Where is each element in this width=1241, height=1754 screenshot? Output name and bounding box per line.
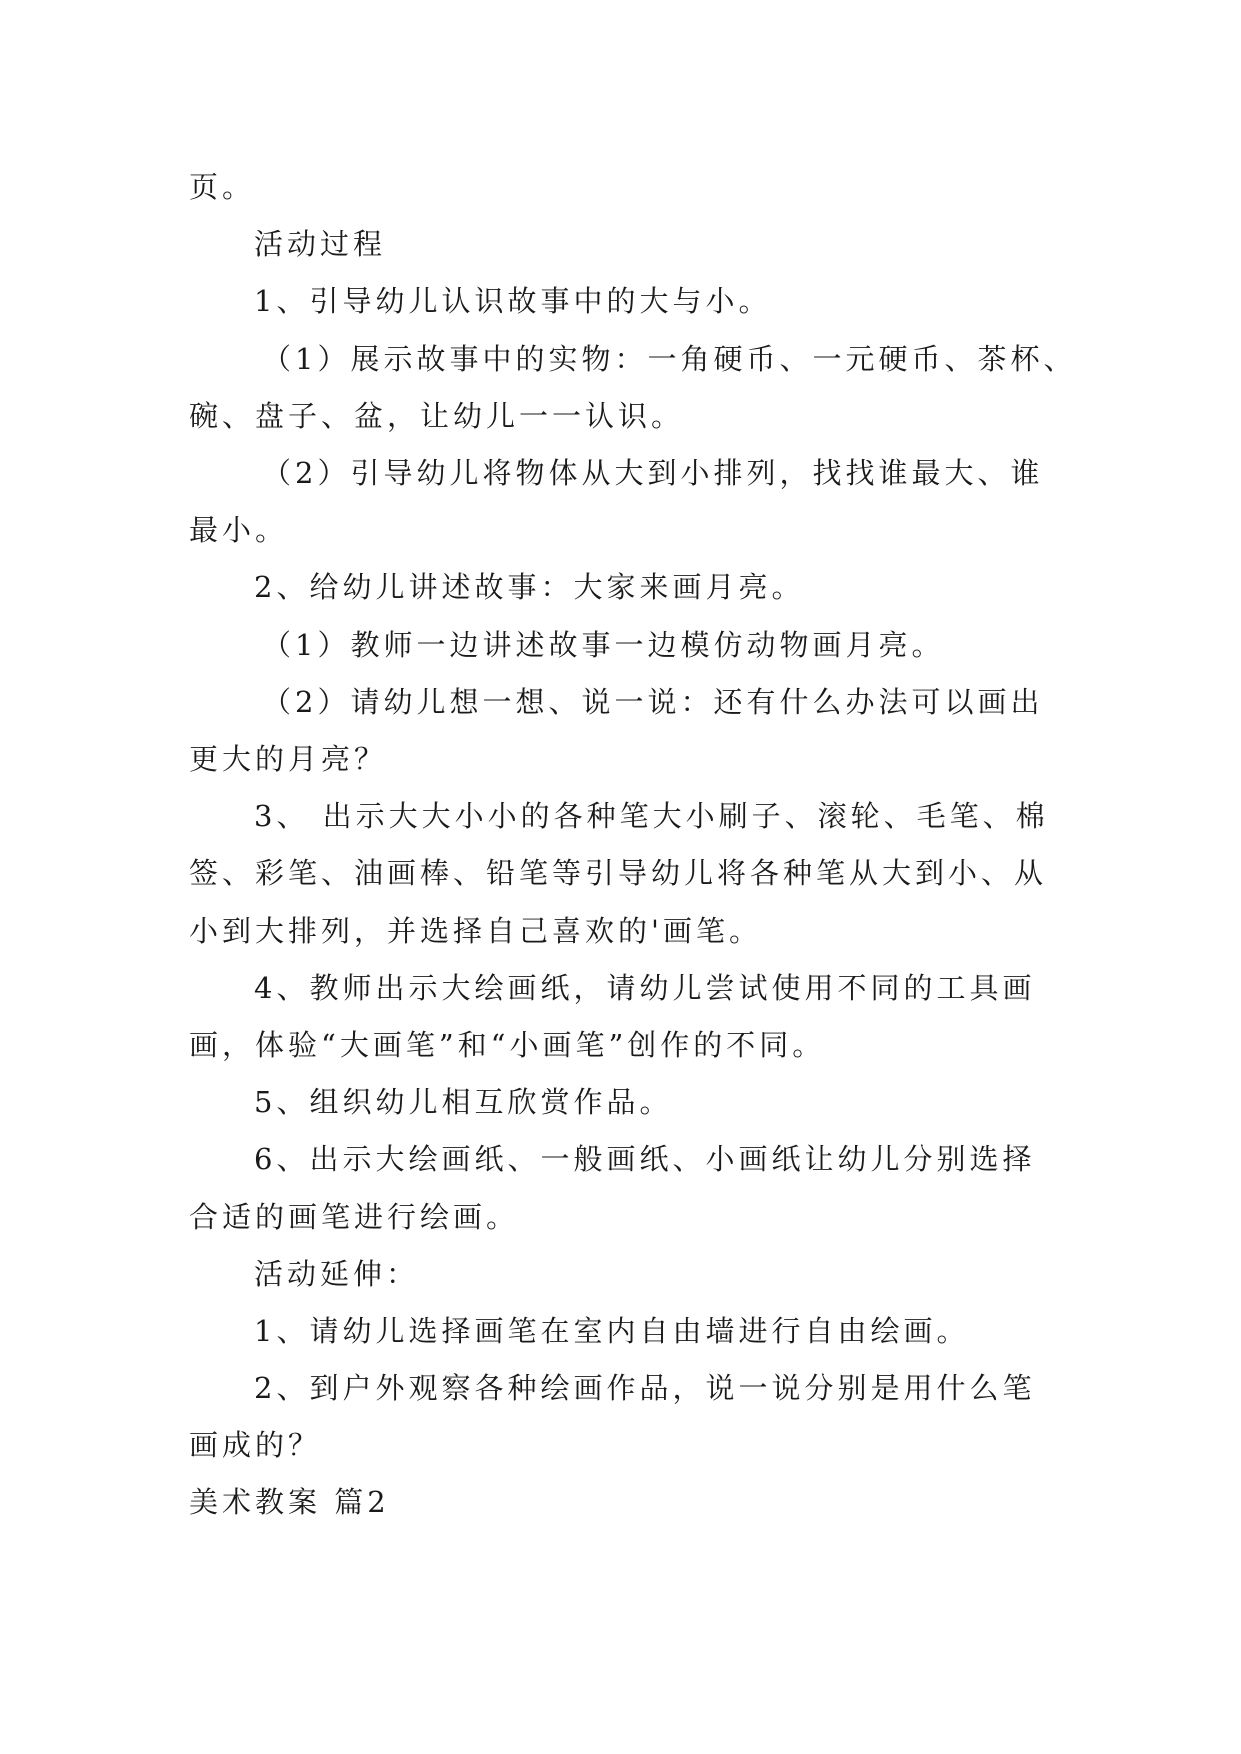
section-heading: 活动过程 (254, 227, 387, 261)
text-line: 画成的？ (189, 1428, 322, 1462)
text-line: 1、请幼儿选择画笔在室内自由墙进行自由绘画。 (254, 1314, 970, 1348)
text-line: 3、 出示大大小小的各种笔大小刷子、滚轮、毛笔、棉 (254, 799, 1049, 833)
text-line: 页。 (189, 170, 256, 204)
text-line: 画，体验“大画笔”和“小画笔”创作的不同。 (189, 1028, 826, 1062)
text-line: 最小。 (189, 513, 289, 547)
text-line: 2、给幼儿讲述故事：大家来画月亮。 (254, 570, 805, 604)
text-line: 6、出示大绘画纸、一般画纸、小画纸让幼儿分别选择 (254, 1142, 1036, 1176)
text-line: （1）教师一边讲述故事一边模仿动物画月亮。 (262, 628, 945, 662)
text-line: 小到大排列，并选择自己喜欢的'画笔。 (189, 914, 762, 948)
text-line: 1、引导幼儿认识故事中的大与小。 (254, 284, 772, 318)
text-line: （2）请幼儿想一想、说一说：还有什么办法可以画出 (262, 685, 1044, 719)
text-line: （1）展示故事中的实物：一角硬币、一元硬币、茶杯、 (262, 342, 1077, 376)
text-line: 更大的月亮？ (189, 742, 388, 776)
section-title: 美术教案 篇2 (189, 1485, 390, 1519)
text-line: 2、到户外观察各种绘画作品，说一说分别是用什么笔 (254, 1371, 1036, 1405)
text-line: 4、教师出示大绘画纸，请幼儿尝试使用不同的工具画 (254, 971, 1036, 1005)
text-line: 合适的画笔进行绘画。 (189, 1200, 520, 1234)
section-heading: 活动延伸： (254, 1257, 420, 1291)
text-line: 5、组织幼儿相互欣赏作品。 (254, 1085, 673, 1119)
text-line: 碗、盘子、盆，让幼儿一一认识。 (189, 399, 685, 433)
text-line: 签、彩笔、油画棒、铅笔等引导幼儿将各种笔从大到小、从 (189, 856, 1048, 890)
text-line: （2）引导幼儿将物体从大到小排列，找找谁最大、谁 (262, 456, 1044, 490)
